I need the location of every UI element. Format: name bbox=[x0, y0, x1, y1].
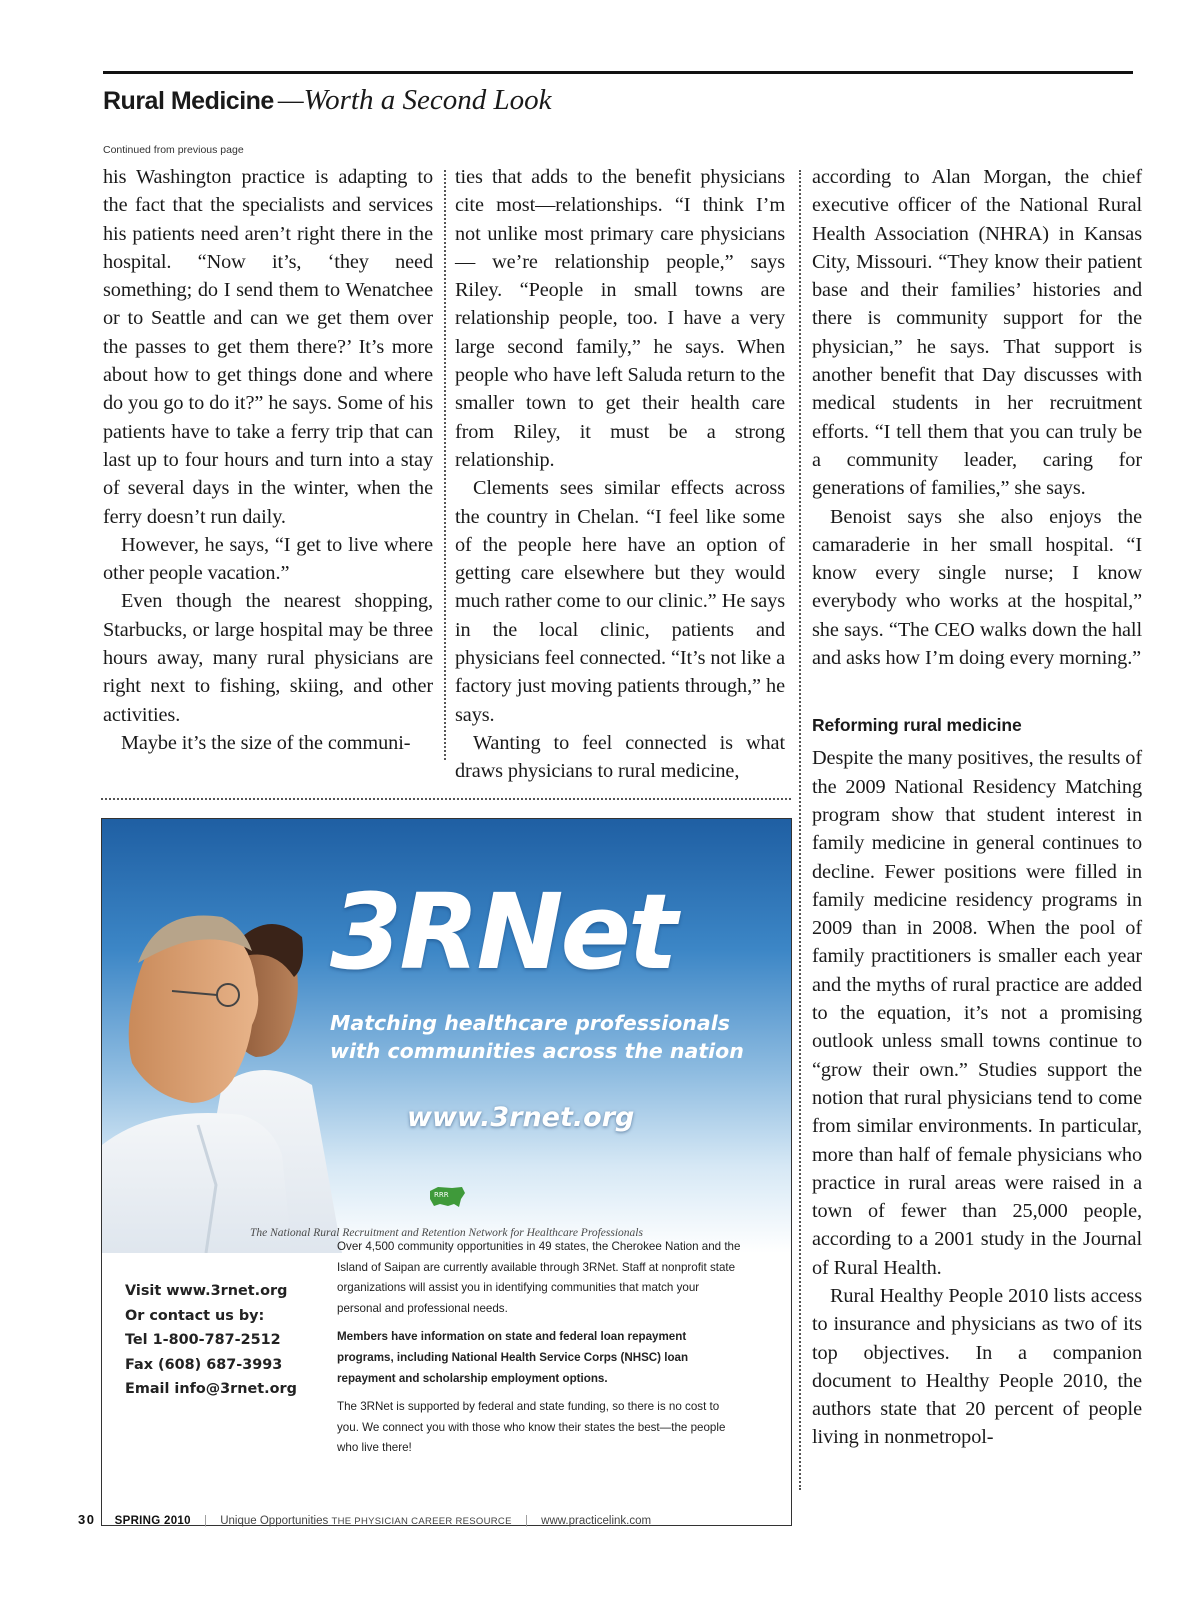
physicians-photo bbox=[102, 845, 342, 1253]
paragraph: Wanting to feel connected is what draws physicians to rural medicine, bbox=[455, 731, 785, 783]
paragraph: according to Alan Morgan, the chief executive officer of the National Rural Health Association (NHRA) in Kansas City, Missouri. “They know their patient base and their families’ histories and there is community support for the physician,” he says. That support is another benefit that Day discusses with medical students in her recruitment efforts. “I tell them that you can truly be a community leader, caring for generations of families,” she says. bbox=[812, 166, 1142, 500]
paragraph: Rural Healthy People 2010 lists access to insurance and physicians as two of its top objectives. In a companion document to Healthy People 2010, the authors state that 20 percent of people living in nonmetropol- bbox=[812, 1284, 1142, 1449]
article-column-1 bbox=[103, 163, 433, 757]
ad-visual bbox=[102, 819, 791, 1253]
paragraph: ties that adds to the benefit physicians cite most—relationships. “I think I’m not unlike most primary care physicians — we’re relationship people,” says Riley. “People in small towns are relationship people, too. I have a very large second family,” he says. When people who have left Saluda return to the smaller town to get their health care from Riley, it must be a strong relationship. bbox=[455, 166, 785, 471]
ad-logo: 3RNet bbox=[330, 871, 675, 993]
ad-tagline-line-2: with communities across the nation bbox=[330, 1039, 744, 1063]
paragraph: Clements sees similar effects across the country in Chelan. “I feel like some of the people here have an option of getting care elsewhere but they would much rather come to our clinic.” He says in the local clinic, patients and physicians feel connected. “It’s not like a factory just moving patients through,” he says. bbox=[455, 477, 785, 726]
paragraph: However, he says, “I get to live where other people vacation.” bbox=[103, 533, 433, 585]
column-divider bbox=[799, 170, 801, 1490]
page-title bbox=[103, 84, 551, 117]
footer-publication: Unique Opportunities bbox=[220, 1515, 329, 1527]
ad-contact-email[interactable]: Email info@3rnet.org bbox=[125, 1381, 297, 1397]
continued-note: Continued from previous page bbox=[103, 144, 244, 156]
footer-issue: SPRING 2010 bbox=[114, 1515, 191, 1527]
ad-contact-fax: Fax (608) 687-3993 bbox=[125, 1356, 283, 1373]
section-subtitle: —Worth a Second Look bbox=[277, 84, 552, 116]
ad-network-name: The National Rural Recruitment and Retention Network for Healthcare Professionals bbox=[250, 1227, 643, 1239]
paragraph: Despite the many positives, the results of the 2009 National Residency Matching program show that student interest in family medicine in general continues to decline. Fewer positions were filled in family medicine residency programs in 2009 than in 2008. When the pool of family practitioners is smaller each year and the myths of rural practice are added to the equation, it’s not a promising outlook unless small towns continue to “grow their own.” Studies support the notion that rural physicians tend to come from similar environments. In particular, more than half of female physicians who practice in rural areas were raised in a town of fewer than 25,000 people, according to a 2001 study in the Journal of Rural Health. bbox=[812, 747, 1142, 1279]
ad-contact-block bbox=[125, 1279, 297, 1402]
ad-url[interactable]: www.3rnet.org bbox=[407, 1102, 635, 1133]
article-column-2 bbox=[455, 163, 785, 786]
ad-divider bbox=[101, 798, 791, 800]
article-column-3 bbox=[812, 163, 1142, 1452]
paragraph: Benoist says she also enjoys the camaraderie in her small hospital. “I know every single nurse; I know everybody who works at the hospital,” she says. “The CEO walks down the hall and asks how I’m doing every morning.” bbox=[812, 505, 1142, 670]
footer-site[interactable]: www.practicelink.com bbox=[541, 1515, 652, 1527]
footer-separator: | bbox=[204, 1515, 208, 1527]
page-footer bbox=[78, 1512, 651, 1527]
svg-text:RRR: RRR bbox=[434, 1191, 449, 1199]
ad-tagline-line-1: Matching healthcare professionals bbox=[330, 1011, 730, 1035]
column-divider bbox=[444, 170, 446, 760]
ad-paragraph: Over 4,500 community opportunities in 49 states, the Cherokee Nation and the Island of Saipan are currently available through 3RNet. Staff at nonprofit state organizations will assist you in identifying communities that match your personal and professional needs. bbox=[337, 1240, 741, 1315]
us-map-icon bbox=[428, 1185, 466, 1211]
ad-paragraph: The 3RNet is supported by federal and state funding, so there is no cost to you. We connect you with those who know their states the best—the people who live there! bbox=[337, 1400, 726, 1455]
footer-separator: | bbox=[524, 1515, 528, 1527]
subheading: Reforming rural medicine bbox=[812, 715, 1022, 736]
page-number: 30 bbox=[78, 1512, 96, 1527]
section-title: Rural Medicine bbox=[103, 87, 274, 115]
paragraph: his Washington practice is adapting to the fact that the specialists and services his patients need aren’t right there in the hospital. “Now it’s, ‘they need something; do I send them to Wenatchee or to Seattle and can we get them over the passes to get them there?’ It’s more about how to get things done and where do you go to do it?” he says. Some of his patients have to take a ferry trip that can last up to four hours and turn into a stay of several days in the winter, when the ferry doesn’t run daily. bbox=[103, 166, 433, 528]
ad-body-text bbox=[337, 1237, 742, 1467]
paragraph: Maybe it’s the size of the communi- bbox=[121, 731, 411, 754]
ad-contact-tel: Tel 1-800-787-2512 bbox=[125, 1332, 281, 1348]
ad-contact-visit[interactable]: Visit www.3rnet.org bbox=[125, 1283, 288, 1299]
ad-paragraph: Members have information on state and federal loan repayment programs, including National Health Service Corps (NHSC) loan repayment and scholarship employment options. bbox=[337, 1330, 689, 1385]
top-rule bbox=[103, 71, 1133, 74]
footer-publication-sub: THE PHYSICIAN CAREER RESOURCE bbox=[331, 1516, 512, 1527]
ad-contact-or: Or contact us by: bbox=[125, 1307, 265, 1324]
advertisement-3rnet bbox=[101, 818, 792, 1526]
ad-tagline bbox=[330, 1009, 744, 1065]
paragraph: Even though the nearest shopping, Starbucks, or large hospital may be three hours away, many rural physicians are right next to fishing, skiing, and other activities. bbox=[103, 590, 433, 726]
